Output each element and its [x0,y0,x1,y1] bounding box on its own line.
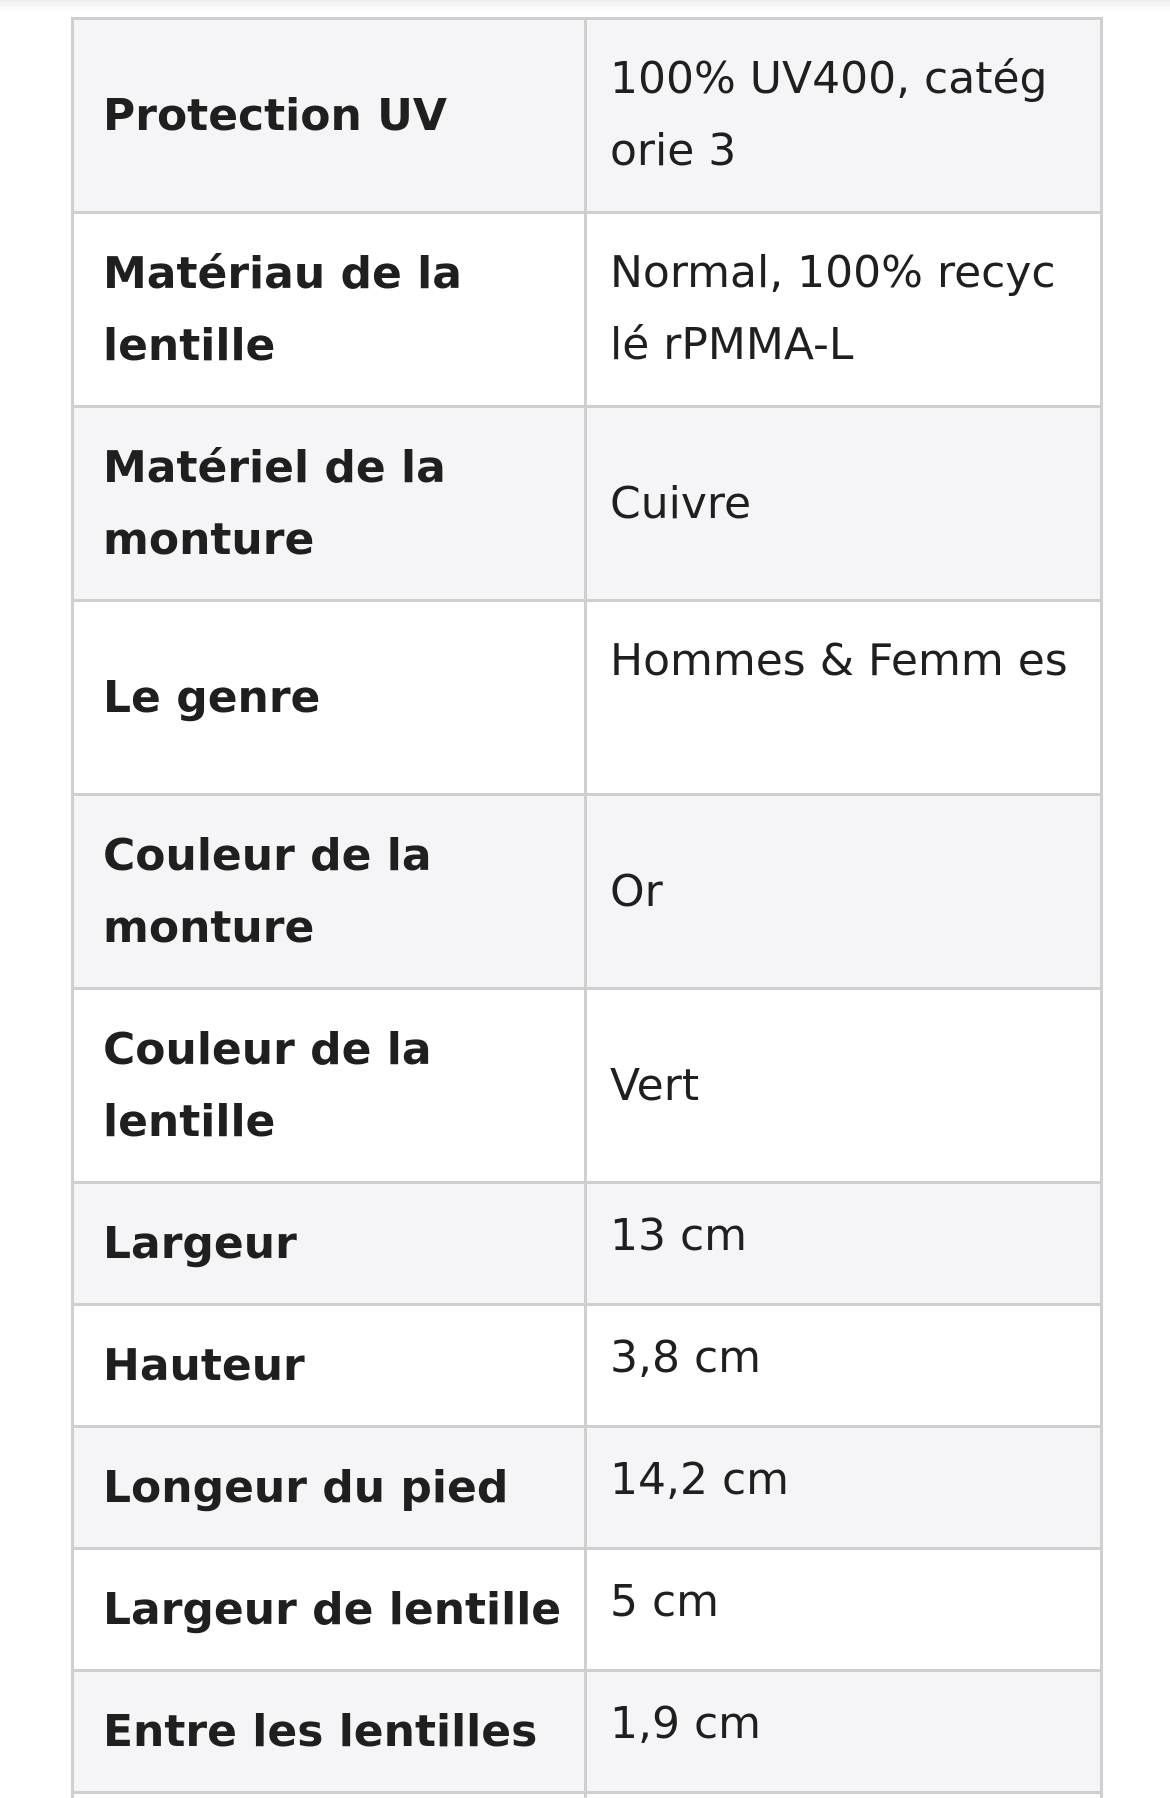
spec-label: Protection UV [73,19,586,213]
spec-value: 5 cm [586,1549,1102,1671]
spec-label: Couleur de la monture [73,795,586,989]
specs-table [71,17,1103,1798]
table-row [73,795,1102,989]
spec-value: Normal, 100% recyc lé rPMMA-L [586,213,1102,407]
table-row [73,213,1102,407]
spec-label: Largeur de lentille [73,1549,586,1671]
spec-value [586,1793,1102,1798]
spec-label: Couleur de la lentille [73,989,586,1183]
spec-label: Matériau de la lentille [73,213,586,407]
spec-label: Hauteur [73,1305,586,1427]
spec-label: Matériel de la monture [73,407,586,601]
spec-value: 13 cm [586,1183,1102,1305]
spec-value: Or [586,795,1102,989]
spec-label: Largeur [73,1183,586,1305]
spec-value: 1,9 cm [586,1671,1102,1793]
table-row [73,19,1102,213]
spec-value: Vert [586,989,1102,1183]
table-row [73,1671,1102,1793]
spec-value: Hommes & Femm es [586,601,1102,795]
spec-label: Longeur du pied [73,1427,586,1549]
spec-label: Le genre [73,601,586,795]
table-row [73,407,1102,601]
spec-value: Cuivre [586,407,1102,601]
table-row [73,989,1102,1183]
table-row [73,1549,1102,1671]
spec-label: Entre les lentilles [73,1671,586,1793]
spec-value: 3,8 cm [586,1305,1102,1427]
spec-value: 100% UV400, catég orie 3 [586,19,1102,213]
top-shadow [0,0,1170,10]
spec-label [73,1793,586,1798]
table-row [73,1305,1102,1427]
table-row [73,601,1102,795]
table-row [73,1793,1102,1798]
spec-value: 14,2 cm [586,1427,1102,1549]
table-row [73,1427,1102,1549]
table-row [73,1183,1102,1305]
